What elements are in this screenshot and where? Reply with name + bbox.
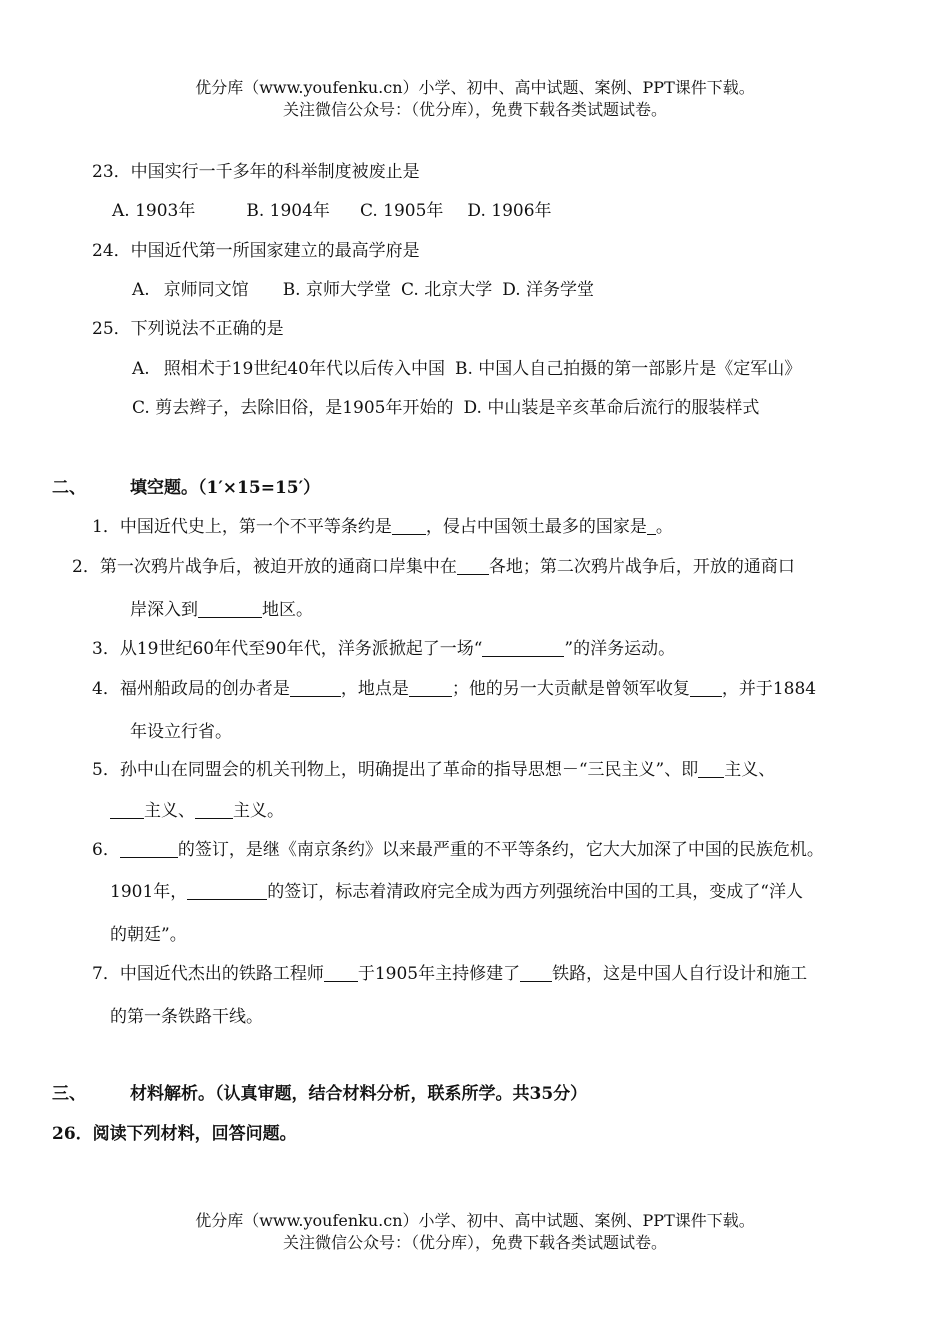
question-25-options-line-1: [132, 357, 801, 381]
fill-question-6-line-1: 6． 的签订，是继《南京条约》以来最严重的不平等条约，它大大加深了中国的民族危机。: [92, 840, 824, 860]
q23-option-b: B. 1904年: [246, 201, 330, 221]
page-footer-line-1: 优分库（www.youfenku.cn）小学、初中、高中试题、案例、PPT课件下载。: [195, 1211, 755, 1230]
fill-question-5-line-2: 主义、 主义。: [110, 799, 284, 823]
answer-blank[interactable]: [409, 679, 452, 697]
answer-blank[interactable]: [520, 964, 552, 982]
answer-blank[interactable]: [690, 679, 722, 697]
q23-option-d: D. 1906年: [467, 201, 552, 221]
question-23-stem: 23．中国实行一千多年的科举制度被废止是: [92, 162, 420, 182]
answer-blank[interactable]: [698, 760, 724, 778]
fill-question-7-line-1: 7．中国近代杰出的铁路工程师 于1905年主持修建了 铁路，这是中国人自行设计和施工: [92, 964, 808, 984]
question-24-options: [132, 278, 594, 302]
answer-blank[interactable]: [324, 964, 358, 982]
answer-blank[interactable]: [482, 639, 564, 657]
section-3-title: 材料解析。（认真审题，结合材料分析，联系所学。共35分）: [130, 1084, 588, 1104]
fill-question-4-line-2: 年设立行省。: [130, 722, 232, 742]
answer-blank[interactable]: [647, 517, 656, 535]
q25-option-b: B. 中国人自己拍摄的第一部影片是《定军山》: [454, 359, 802, 379]
page-header-line-1: 优分库（www.youfenku.cn）小学、初中、高中试题、案例、PPT课件下载。: [195, 78, 755, 97]
question-25-stem: 25．下列说法不正确的是: [92, 319, 284, 339]
fill-question-5-line-1: 5．孙中山在同盟会的机关刊物上，明确提出了革命的指导思想－“三民主义”、即 主义、: [92, 760, 776, 780]
answer-blank[interactable]: [290, 679, 341, 697]
fill-question-3: 3．从19世纪60年代至90年代，洋务派掀起了一场“ ”的洋务运动。: [92, 639, 676, 659]
fill-question-2-line-2: 岸深入到 地区。: [130, 600, 313, 620]
question-25-options-line-2: [132, 396, 759, 420]
answer-blank[interactable]: [120, 840, 178, 858]
fill-question-6-line-2: 1901年， 的签订，标志着清政府完全成为西方列强统治中国的工具，变成了“洋人: [110, 882, 803, 902]
fill-question-7-line-2: 的第一条铁路干线。: [110, 1007, 263, 1027]
section-2-title: 填空题。（1′×15=15′）: [130, 478, 321, 498]
answer-blank[interactable]: [187, 882, 267, 900]
page-footer-line-2: 关注微信公众号：（优分库），免费下载各类试题试卷。: [282, 1233, 667, 1252]
answer-blank[interactable]: [110, 801, 144, 819]
q24-option-d: D. 洋务学堂: [502, 280, 595, 300]
fill-question-6-line-3: 的朝廷”。: [110, 925, 187, 945]
section-3-number: 三、: [52, 1084, 86, 1104]
page-header-line-2: 关注微信公众号：（优分库），免费下载各类试题试卷。: [282, 100, 667, 119]
question-23-options: [112, 199, 552, 223]
q23-option-a: A. 1903年: [112, 201, 196, 221]
answer-blank[interactable]: [195, 801, 233, 819]
answer-blank[interactable]: [457, 557, 489, 575]
answer-blank[interactable]: [198, 600, 262, 618]
q24-option-c: C. 北京大学: [401, 280, 493, 300]
fill-question-2-line-1: 2．第一次鸦片战争后，被迫开放的通商口岸集中在 各地；第二次鸦片战争后，开放的通商口: [72, 557, 795, 577]
fill-question-4-line-1: 4．福州船政局的创办者是 ，地点是 ；他的另一大贡献是曾领军收复 ，并于1884: [92, 679, 817, 699]
q24-option-b: B. 京师大学堂: [282, 280, 391, 300]
q25-option-a-label: A.: [132, 359, 150, 379]
section-2-number: 二、: [52, 478, 86, 498]
q24-option-a: 京师同文馆: [163, 280, 249, 300]
answer-blank[interactable]: [392, 517, 426, 535]
question-26-stem: 26．阅读下列材料，回答问题。: [52, 1124, 297, 1144]
fill-question-1: 1．中国近代史上，第一个不平等条约是 ，侵占中国领土最多的国家是 。: [92, 517, 673, 537]
question-24-stem: 24．中国近代第一所国家建立的最高学府是: [92, 241, 420, 261]
q24-option-a-label: A.: [132, 280, 150, 300]
q25-option-a: 照相术于19世纪40年代以后传入中国: [163, 359, 445, 379]
q25-option-d: D. 中山装是辛亥革命后流行的服装样式: [463, 398, 760, 418]
q23-option-c: C. 1905年: [359, 201, 444, 221]
q25-option-c: C. 剪去辫子，去除旧俗，是1905年开始的: [132, 398, 454, 418]
